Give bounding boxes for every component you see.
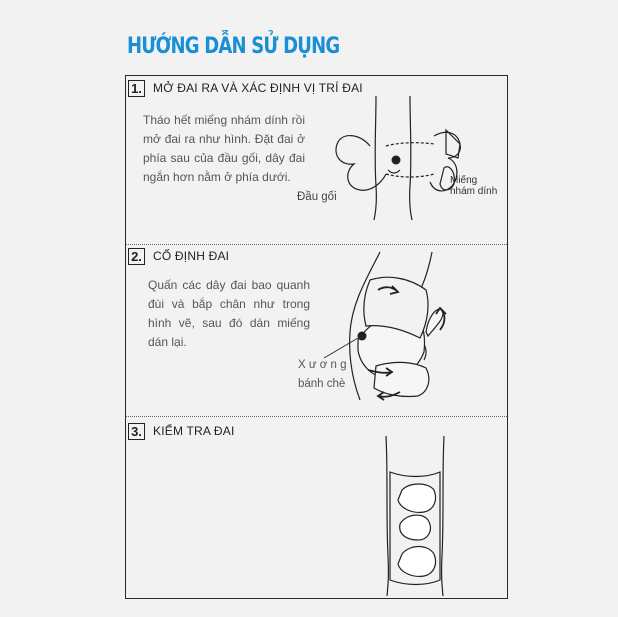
page-title: HƯỚNG DẪN SỬ DỤNG [127, 34, 340, 59]
section-2-number: 2. [128, 248, 145, 265]
section-divider-2 [126, 416, 507, 417]
velcro-label-line2: nhám dính [450, 186, 498, 197]
brace-wrap-illustration [330, 252, 460, 407]
knee-label: Đầu gối [297, 191, 337, 203]
brace-check-illustration [380, 436, 450, 601]
section-1-heading: MỞ ĐAI RA VÀ XÁC ĐỊNH VỊ TRÍ ĐAI [153, 81, 363, 95]
section-1-text: Tháo hết miếng nhám dính rồi mở đai ra như hình. Đặt đai ở phía sau của đầu gối, dây đai ngắn hơn nằm ở phía dưới. [143, 113, 305, 184]
section-1-number: 1. [128, 80, 145, 97]
section-3-header [128, 421, 235, 441]
kneecap-label-line1: X ư ơ n g [298, 359, 347, 371]
velcro-label-line1: Miếng [450, 175, 478, 186]
section-2-header [128, 246, 229, 266]
section-2-text: Quấn các dây đai bao quanh đùi và bắp chân như trong hình vẽ, sau đó dán miếng dán lại. [148, 278, 310, 349]
section-divider-1 [126, 244, 507, 245]
brace-open-illustration [330, 96, 470, 226]
section-3-heading: KIỂM TRA ĐAI [153, 424, 235, 438]
kneecap-label-line2: bánh chè [298, 378, 346, 390]
section-3-number: 3. [128, 423, 145, 440]
section-2-heading: CỐ ĐỊNH ĐAI [153, 249, 230, 263]
section-1-header [128, 78, 363, 98]
